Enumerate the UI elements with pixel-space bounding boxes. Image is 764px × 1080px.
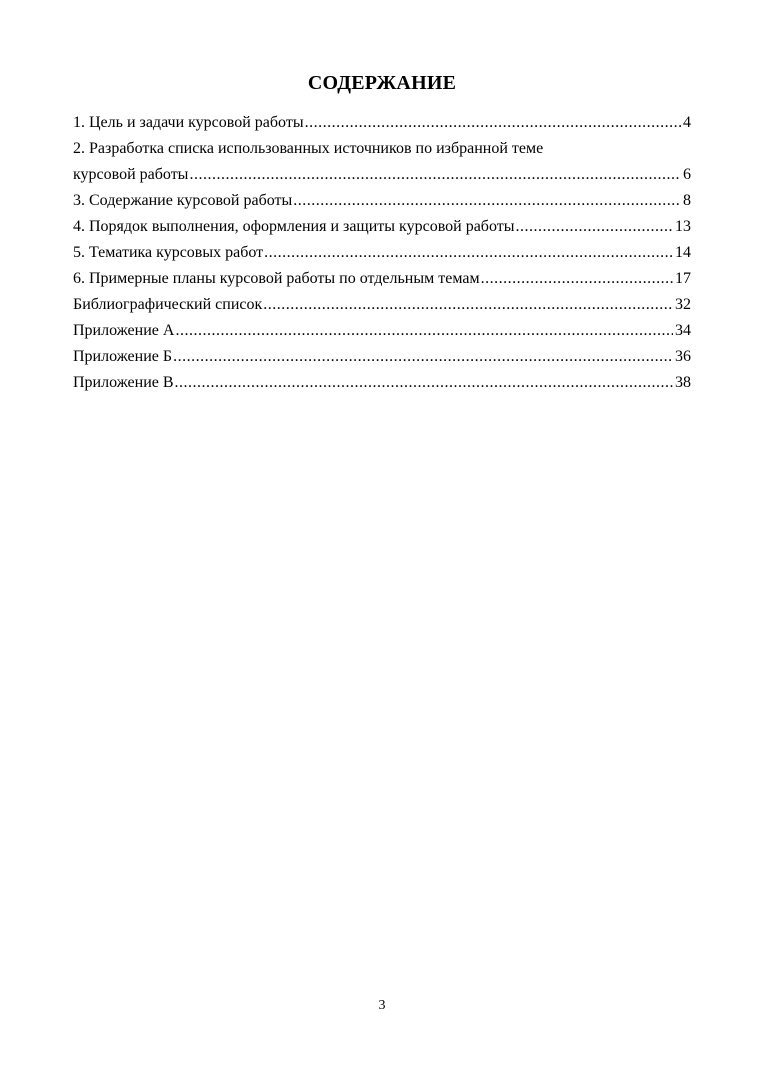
toc-entry <box>73 188 691 214</box>
toc-entry-title: Приложение Б <box>73 348 173 365</box>
toc-entry-page: 4 <box>683 114 691 131</box>
toc-entry-title: Библиографический список <box>73 296 263 313</box>
toc-entry-page: 36 <box>675 348 691 365</box>
toc-entry <box>73 318 691 344</box>
toc-entry-title: 6. Примерные планы курсовой работы по отдельным темам <box>73 270 480 287</box>
toc-entry <box>73 370 691 396</box>
toc-dot-leader <box>189 162 681 188</box>
toc-entry <box>73 292 691 318</box>
toc-entry <box>73 344 691 370</box>
toc-entry-title: курсовой работы <box>73 166 189 183</box>
table-of-contents <box>73 110 691 396</box>
toc-entry-page: 13 <box>675 218 691 235</box>
toc-entry <box>73 136 691 188</box>
toc-entry <box>73 266 691 292</box>
page-title: СОДЕРЖАНИЕ <box>307 72 457 94</box>
toc-entry-page: 14 <box>675 244 691 261</box>
toc-dot-leader <box>175 318 673 344</box>
toc-dot-leader <box>293 188 681 214</box>
toc-entry <box>73 110 691 136</box>
toc-dot-leader <box>515 214 673 240</box>
toc-entry-title: 5. Тематика курсовых работ <box>73 244 264 261</box>
toc-entry-title: 3. Содержание курсовой работы <box>73 192 293 209</box>
toc-entry-page: 38 <box>675 374 691 391</box>
toc-dot-leader <box>173 344 673 370</box>
page-number: 3 <box>378 998 386 1013</box>
toc-entry-title-line-1: 2. Разработка списка использованных источников по избранной теме <box>73 140 544 157</box>
toc-dot-leader <box>263 292 673 318</box>
toc-entry-title: Приложение А <box>73 322 175 339</box>
toc-entry-title: 4. Порядок выполнения, оформления и защиты курсовой работы <box>73 218 515 235</box>
toc-dot-leader <box>481 266 673 292</box>
toc-dot-leader <box>264 240 673 266</box>
toc-dot-leader <box>175 370 673 396</box>
toc-entry-page: 17 <box>675 270 691 287</box>
toc-entry <box>73 240 691 266</box>
toc-entry-title: Приложение В <box>73 374 174 391</box>
toc-entry-page: 34 <box>675 322 691 339</box>
toc-entry-page: 8 <box>683 192 691 209</box>
toc-entry-page: 6 <box>683 166 691 183</box>
toc-entry-title: 1. Цель и задачи курсовой работы <box>73 114 304 131</box>
toc-entry-page: 32 <box>675 296 691 313</box>
toc-dot-leader <box>305 110 681 136</box>
toc-entry <box>73 214 691 240</box>
